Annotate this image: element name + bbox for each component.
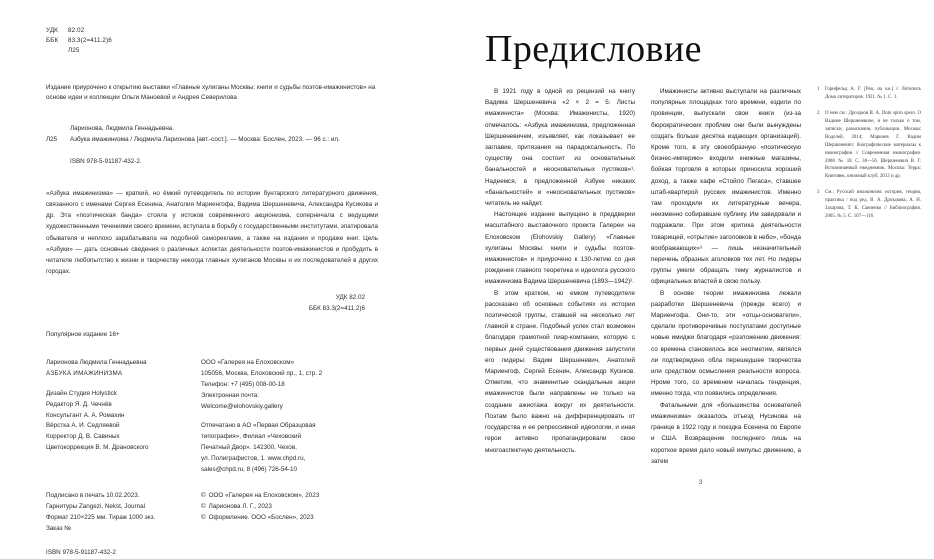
bottom-imprint-block — [46, 491, 427, 559]
classification-codes — [46, 26, 427, 57]
credits-column — [46, 358, 201, 477]
printer-line-1: Отпечатано в АО «Первая Образцовая — [201, 422, 316, 430]
credit-layout: Вёрстка А. И. Седляевой — [46, 422, 120, 430]
publisher-email[interactable]: Welcome@elohovskiy.gallery — [201, 402, 283, 410]
text-columns — [485, 86, 921, 467]
printer-line-2: типография», Филиал «Чеховский — [201, 433, 301, 441]
paragraph: Имажинисты активно выступали на различных популярных площадках того времени, ездили по провинции, выпускали свои книги (из-за бюрократических проблем они были вынуждены создать больше десятка издающих организаций). Кроме того, в эту своеобразную «поэтическую бизнес-империю» входили книжные магазины, бойкая торговля в которых приносила хороший доход, а также кафе «Стойло Пегаса», ставшее штаб-квартирой русских имажинистов. Именно там проходили их литературные вечера, неизменно собиравшие публику. Им завидовали и подражали. При этом критика деятельности товарищей, «отрытие» заголовков в небо», «бонда воображающих»³ — лишь незначительный перечень образных аголовков тех лет. Но лидеры группы умели обращать тему журналистов и официальных властей в свою пользу. — [651, 88, 801, 286]
footnote-item — [817, 189, 921, 221]
printer-line-5: sales@chpd.ru, 8 (496) 726-54-10 — [201, 466, 298, 474]
page-title: Предисловие — [485, 28, 702, 70]
print-signed-date: Подписано в печать 10.02.2023. — [46, 492, 140, 500]
paragraph: Настоящее издание выпущено в преддверии масштабного выставочного проекта Галереи на Елоховском (Elohovskiy Gallery) «Главные хулиганы Москвы: книги и судьбы поэтов-имажинистов» и приурочено к 130-летию со дня рождения главного теоретика и идеолога русского имажинизма Вадима Шершеневича (1893—1942)². — [485, 211, 635, 286]
print-typefaces: Гарнитуры Zangezi, Nekst, Journal — [46, 503, 146, 511]
bibrec-isbn: ISBN 978-5-91187-432-2. — [70, 157, 142, 165]
footnote-text: О нем см.: Дроздков В. А. Dum spiro spero. О Вадиме Шершеневиче, и не только о том, записки, разыскания, публикации. Москва: Водолей, 2014; Маркиев Г. Вадим Шершеневич: биографические материалы к иконографии // Современная иконография. 2008. № 18. С. 38—56. Шершеневич В. Г. Вспоминаемый ежедневник. Москва: Терра: Книговек, книжный клуб, 2013 и др. — [825, 110, 921, 180]
classification-repeat — [46, 293, 427, 313]
copyright-icon: © — [201, 514, 206, 522]
footnote-number: 1 — [817, 87, 820, 92]
footnote-text: Горнфельд А. Г. [Рец. на кн.] // Летопись Дома литераторов. 1921. № 1. С. 1. — [825, 87, 921, 100]
copyright-icon: © — [201, 492, 206, 500]
credit-consultant: Консультант А. А. Ромахин — [46, 411, 125, 419]
right-page-preface — [467, 0, 934, 500]
credit-editor: Редактор Я. Д. Чечнёв — [46, 400, 112, 408]
publisher-phone: Телефон: +7 (495) 008-00-18 — [201, 380, 285, 388]
footnote-item — [817, 86, 921, 102]
credit-title: АЗБУКА ИМАЖИНИЗМА — [46, 369, 123, 377]
footnote-item — [817, 110, 921, 181]
bbk-repeat: ББК 83.3(2=411.2)6 — [308, 304, 365, 312]
credit-author: Ларионова Людмила Геннадьевна — [46, 358, 147, 366]
publisher-email-label: Электронная почта: — [201, 391, 259, 399]
copyright-icon: © — [201, 503, 206, 511]
paragraph: В основе теории имажинизма лежали разработки Шершеневича (прежде всего) и Мариенгофа. Они-то, эти «отцы-основатели», сделали противоречивые постулатами доступные новые имиджи благодаря «рэзложению движения: со времена становилось все неотметим, являлся ли подтверждено обла перешедшее творчества или средством осмысления реальности вопроса. Нроме того, со временем началась тенденция, именно тогда, что появились определения. — [651, 289, 801, 398]
bbk-label: ББК — [46, 37, 59, 45]
bibrec-shelf-code: Л25 — [46, 136, 58, 144]
popular-edition-label: Популярное издание 16+ — [46, 330, 120, 338]
footnote-text: См.: Русский имажинизм: история, теория, практика / под ред. В. А. Дроздкова, А. Н. Захарова, Т. К. Савченко // Библиография. 2005. № 5. С. 107—116. — [825, 190, 921, 220]
udk-repeat: УДК 82.02 — [335, 294, 365, 302]
bbk-value: 83.3(2=411.2)6 — [68, 37, 112, 45]
paragraph: В этом кратком, но емком путеводителе рассказано об основных событиях из истории поэтической группы, ставшей на несколько лет главной в стране. Подобный успех стал возможен благодаря грамотной пиар-компании, которую с первых дней существования движения запустили его лидеры: Вадим Шершеневич, Анатолий Мариенгоф, Сергей Есенин, Александр Кусиков. Отметим, что знаменитые скандальные акции имажинистов были направлены не только на создание ажиотажа вокруг их деятельности. Поэтам было важно на дифференцировать от государства и ее репрессивной идеологии, и иная герои активно пропагандировали свою многоаспектную деятельность. — [485, 289, 635, 454]
copyright-line-3 — [201, 513, 391, 524]
paragraph: В 1921 году в одной из рецензий на книгу Вадима Шершеневича «2 × 2 = 5: Листы имажиниста» (Москва: Имажинисты, 1920) отмечалось: «Азбука имажинизма, предложенная Шершеневичем, изъявляет, как показывает ее заглавие, притязания на парадоксальность. По существу она состоит из основательных банальностей и неосновательных пустяков»¹. Надеемся, в предложенной Азбуке никаких «банальностей» и «неосновательных пустяков» читатель не найдет. — [485, 88, 635, 208]
printer-line-3: Печатный Двор». 142300, Чехов, — [201, 444, 297, 452]
footnotes-column — [817, 86, 921, 467]
body-column-2 — [651, 86, 801, 467]
publisher-column — [201, 358, 391, 477]
credit-proofreader: Корректор Д. В. Савиных — [46, 433, 120, 441]
printer-line-4: ул. Полиграфистов, 1. www.chpd.ru, — [201, 455, 306, 463]
print-format-run: Формат 210×225 мм. Тираж 1000 экз. — [46, 514, 156, 522]
udk-value: 82.02 — [68, 27, 85, 34]
exhibition-note: Издание приурочено к открытию выставки «Главные хулиганы Москвы: книги и судьбы поэтов-имажинистов» на основе идеи и коллекции Ольги Маноевой и Андрея Северилова — [46, 83, 376, 102]
author-code: Л25 — [68, 47, 80, 55]
imprint-block — [46, 358, 427, 477]
copyright-holder-3: Оформление. ООО «Бослен», 2023 — [208, 514, 314, 522]
credit-colorcorrection: Цветокоррекция В. М. Драновского — [46, 444, 149, 452]
paragraph: Фатальными для «большинства основателей имажинизма» оказалось отъезд Нусинова на границе в 1922 году и поездка Есенина по Европе и США. Возвращение последнего лишь на короткое время дало новый импульс движению, а затем — [651, 401, 801, 465]
bibrec-title-line: Азбука имажинизма / Людмила Ларионова [авт.-сост.]. — Москва: Бослен, 2023. — 96 с.: ил. — [70, 136, 340, 144]
bibliographic-record — [46, 124, 427, 167]
publisher-name: ООО «Галерея на Елоховском» — [201, 358, 295, 366]
udk-label: УДК — [46, 27, 58, 34]
page-number: 3 — [698, 479, 703, 486]
copyright-line-1 — [201, 491, 391, 502]
bibrec-author: Ларионова, Людмила Геннадьевна. — [70, 125, 175, 133]
copyright-holder-2: Ларионова Л. Г., 2023 — [208, 503, 272, 511]
copyright-line-2 — [201, 502, 391, 513]
print-order-number: Заказ № — [46, 525, 72, 533]
annotation-text: «Азбука имажинизма» — краткий, но ёмкий путеводитель по истории бунтарского литературного движения, связанного с именами Сергея Есенина, Анатолия Мариенгофа, Вадима Шершеневича, Александра Кусикова и др. Эта «поэтическая банда» стояла у истоков современного акционизма, соперничала с ведущими художественными течениями своего времени, вступала в борьбу с государственными институтами, эпатировала обывателя и неплохо зарабатывала на подобной саморекламе, а также на издании и продаже книг. Цель «Азбуки» — дать основные сведения о различных аспектах деятельности поэтов-имажинистов и пробудить в читателе любопытство к жизни и творчеству некогда главных хулиганов Москвы и их последователей в других городах. — [46, 189, 378, 276]
body-column-1 — [485, 86, 635, 467]
isbn-final: ISBN 978-5-91187-432-2 — [46, 549, 116, 557]
credit-design: Дизайн Студия Holystick — [46, 389, 117, 397]
print-details-column — [46, 491, 201, 559]
left-page-colophon — [0, 0, 467, 557]
publisher-address: 105056, Москва, Елоховский пр., 1, стр. 2 — [201, 369, 323, 377]
copyright-holder-1: ООО «Галерея на Елоховском», 2023 — [208, 492, 320, 500]
footnote-number: 2 — [817, 110, 820, 116]
footnote-number: 3 — [817, 190, 820, 196]
copyright-column — [201, 491, 391, 559]
